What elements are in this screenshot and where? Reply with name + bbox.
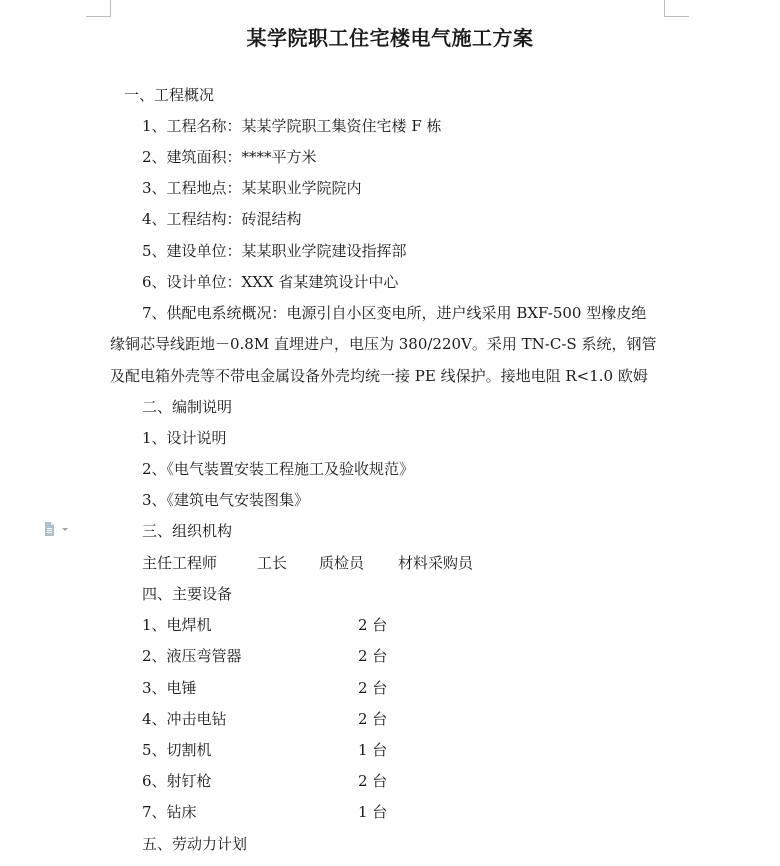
document-options-icon[interactable] xyxy=(42,521,72,537)
role-material-purchaser: 材料采购员 xyxy=(398,554,474,572)
document-title: 某学院职工住宅楼电气施工方案 xyxy=(246,26,534,50)
equipment-qty: 2 台 xyxy=(358,616,388,634)
equipment-name: 2、液压弯管器 xyxy=(142,647,242,665)
section-heading-equipment: 四、主要设备 xyxy=(142,585,233,603)
building-area: 2、建筑面积：****平方米 xyxy=(142,148,317,166)
project-location: 3、工程地点：某某职业学院院内 xyxy=(142,179,362,197)
power-supply-line-2: 缘铜芯导线距地－0.8M 直埋进户，电压为 380/220V。采用 TN-C-S 系统，钢管 xyxy=(110,335,657,353)
equipment-qty: 1 台 xyxy=(358,803,388,821)
equipment-name: 1、电焊机 xyxy=(142,616,212,634)
power-supply-line-1: 7、供配电系统概况：电源引自小区变电所，进户线采用 BXF-500 型橡皮绝 xyxy=(142,304,647,322)
role-foreman: 工长 xyxy=(257,554,288,572)
equipment-name: 3、电锤 xyxy=(142,679,197,697)
organization-roles xyxy=(142,553,473,573)
project-name: 1、工程名称：某某学院职工集资住宅楼 F 栋 xyxy=(142,117,442,135)
role-chief-engineer: 主任工程师 xyxy=(142,554,218,572)
project-structure: 4、工程结构：砖混结构 xyxy=(142,210,302,228)
compilation-item-3: 3、《建筑电气安装图集》 xyxy=(142,491,310,509)
equipment-name: 6、射钉枪 xyxy=(142,772,212,790)
equipment-name: 4、冲击电钻 xyxy=(142,710,227,728)
compilation-item-2: 2、《电气装置安装工程施工及验收规范》 xyxy=(142,460,415,478)
equipment-qty: 2 台 xyxy=(358,710,388,728)
equipment-qty: 1 台 xyxy=(358,741,388,759)
role-quality-inspector: 质检员 xyxy=(319,554,365,572)
equipment-qty: 2 台 xyxy=(358,647,388,665)
section-heading-overview: 一、工程概况 xyxy=(124,86,215,104)
design-unit: 6、设计单位：XXX 省某建筑设计中心 xyxy=(142,273,399,291)
equipment-qty: 2 台 xyxy=(358,679,388,697)
construction-unit: 5、建设单位：某某职业学院建设指挥部 xyxy=(142,242,407,260)
section-heading-compilation: 二、编制说明 xyxy=(142,398,233,416)
power-supply-line-3: 及配电箱外壳等不带电金属设备外壳均统一接 PE 线保护。接地电阻 R<1.0 欧姆 xyxy=(110,367,648,385)
section-heading-organization: 三、组织机构 xyxy=(142,522,233,540)
equipment-name: 5、切割机 xyxy=(142,741,212,759)
equipment-name: 7、钻床 xyxy=(142,803,197,821)
section-heading-labor-plan: 五、劳动力计划 xyxy=(142,835,248,853)
compilation-item-1: 1、设计说明 xyxy=(142,429,227,447)
equipment-qty: 2 台 xyxy=(358,772,388,790)
